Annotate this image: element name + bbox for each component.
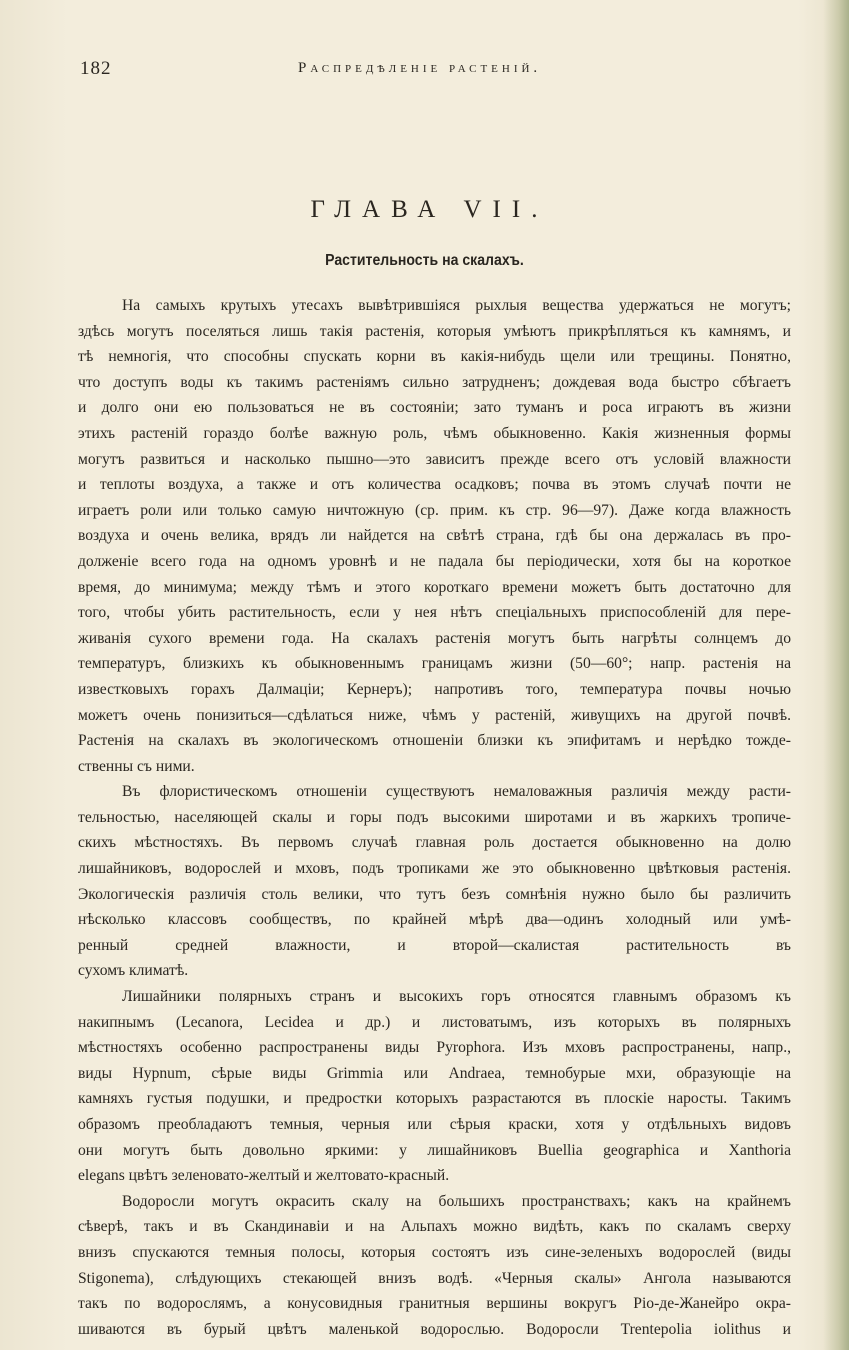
- text-line: накипнымъ (Lecanora, Lecidea и др.) и листоватымъ, изъ которыхъ въ полярныхъ: [78, 1013, 791, 1031]
- text-line: тѣ немногія, что способны спускать корни въ какія-нибудь щели или трещины. Понятно,: [78, 348, 791, 366]
- text-line: сѣверѣ, такъ и въ Скандинавіи и на Альпахъ можно видѣть, какъ по скаламъ сверху: [78, 1218, 791, 1236]
- text-line: живанія сухого времени года. На скалахъ растенія могутъ быть нагрѣты солнцемъ до: [78, 629, 791, 647]
- text-line: долженіе всего года на одномъ уровнѣ и не падала бы періодически, хотя бы на короткое: [78, 552, 791, 570]
- text-line: что доступъ воды къ такимъ растеніямъ сильно затрудненъ; дождевая вода быстро сбѣгаетъ: [78, 373, 791, 391]
- text-line: тельностью, населяющей скалы и горы подъ высокими широтами и въ жаркихъ тропиче-: [78, 808, 791, 826]
- text-line: время, до минимума; между тѣмъ и этого короткаго времени можетъ быть достаточно для: [78, 578, 791, 596]
- text-line: Растенія на скалахъ въ экологическомъ отношеніи близки къ эпифитамъ и нерѣдко тожде-: [78, 732, 791, 750]
- text-line: можетъ очень понизиться—сдѣлаться ниже, чѣмъ у растеній, живущихъ на другой почвѣ.: [78, 706, 791, 724]
- running-title: Распредѣленіе растеній.: [298, 60, 542, 76]
- text-line: ственны съ ними.: [78, 757, 195, 775]
- text-line: Водоросли могутъ окрасить скалу на большихъ пространствахъ; какъ на крайнемъ: [122, 1192, 791, 1210]
- text-line: шиваются въ бурый цвѣтъ маленькой водорослью. Водоросли Trentepolia iolithus и: [78, 1320, 791, 1338]
- chapter-heading: ГЛАВА VII.: [310, 196, 549, 223]
- text-line: известковыхъ горахъ Далмаціи; Кернеръ); напротивъ того, температура почвы ночью: [78, 680, 791, 698]
- text-line: Въ флористическомъ отношеніи существуютъ немаловажныя различія между расти-: [122, 783, 791, 801]
- chapter-subheading: Растительность на скалахъ.: [325, 252, 524, 269]
- text-line: камняхъ густыя подушки, и предростки которыхъ разрастаются въ плоскіе наросты. Такимъ: [78, 1090, 791, 1108]
- text-line: могутъ развиться и насколько пышно—это зависитъ прежде всего отъ условій влажности: [78, 450, 791, 468]
- text-line: ренный средней влажности, и второй—скалистая растительность въ: [78, 936, 791, 954]
- text-line: Экологическія различія столь велики, что тутъ безъ сомнѣнія нужно было бы различить: [78, 885, 791, 903]
- text-line: внизъ спускаются темныя полосы, которыя состоятъ изъ сине-зеленыхъ водорослей (виды: [78, 1243, 791, 1261]
- text-line: скихъ мѣстностяхъ. Въ первомъ случаѣ главная роль достается обыкновенно на долю: [78, 834, 791, 852]
- text-line: нѣсколько классовъ сообществъ, по крайней мѣрѣ два—одинъ холодный или умѣ-: [78, 911, 791, 929]
- text-line: этихъ растеній гораздо болѣе важную роль, чѣмъ обыкновенно. Какія жизненныя формы: [78, 424, 791, 442]
- text-line: и теплоты воздуха, а также и отъ количества осадковъ; почва въ этомъ случаѣ почти не: [78, 476, 791, 494]
- text-line: того, чтобы убить растительность, если у нея нѣтъ спеціальныхъ приспособленій для пере-: [78, 604, 791, 622]
- text-line: виды Hypnum, сѣрые виды Grimmia или Andraea, темнобурые мхи, образующіе на: [78, 1064, 791, 1082]
- text-line: такъ по водорослямъ, а конусовидныя гранитныя вершины вокругъ Ріо-де-Жанейро окра-: [78, 1295, 791, 1313]
- page-number: 182: [80, 58, 112, 79]
- text-line: elegans цвѣтъ зеленовато-желтый и желтовато-красный.: [78, 1167, 450, 1185]
- body-text: [78, 293, 791, 1342]
- text-line: здѣсь могутъ поселяться лишь такія растенія, которыя умѣютъ прикрѣпляться къ камнямъ, и: [78, 322, 791, 340]
- text-line: Stigonema), слѣдующихъ стекающей внизъ водѣ. «Черныя скалы» Ангола называются: [78, 1269, 791, 1287]
- running-head: [80, 58, 780, 86]
- text-line: Лишайники полярныхъ странъ и высокихъ горъ относятся главнымъ образомъ къ: [122, 988, 791, 1006]
- text-line: На самыхъ крутыхъ утесахъ вывѣтрившіяся рыхлыя вещества удержаться не могутъ;: [122, 297, 791, 314]
- text-line: образомъ преобладаютъ темныя, черныя или сѣрыя краски, хотя у отдѣльныхъ видовъ: [78, 1116, 791, 1133]
- text-line: сухомъ климатѣ.: [78, 962, 189, 980]
- text-line: играетъ роли или только самую ничтожную (ср. прим. къ стр. 96—97). Даже когда влажность: [78, 501, 791, 519]
- text-line: и долго они ею пользоваться не въ состояніи; зато туманъ и роса играютъ въ жизни: [78, 399, 791, 417]
- text-line: воздуха и очень велика, врядъ ли найдется на свѣтѣ страна, гдѣ бы она держалась въ про-: [78, 527, 791, 545]
- text-line: мѣстностяхъ особенно распространены виды Pyrophora. Изъ мховъ распространены, напр.,: [78, 1039, 791, 1057]
- text-line: температуръ, близкихъ къ обыкновеннымъ границамъ жизни (50—60°; напр. растенія на: [78, 655, 791, 673]
- text-line: лишайниковъ, водорослей и мховъ, подъ тропиками же это обыкновенно цвѣтковыя растенія.: [78, 860, 791, 878]
- text-line: они могутъ быть довольно яркими: у лишайниковъ Buellia geographica и Xanthoria: [78, 1141, 791, 1159]
